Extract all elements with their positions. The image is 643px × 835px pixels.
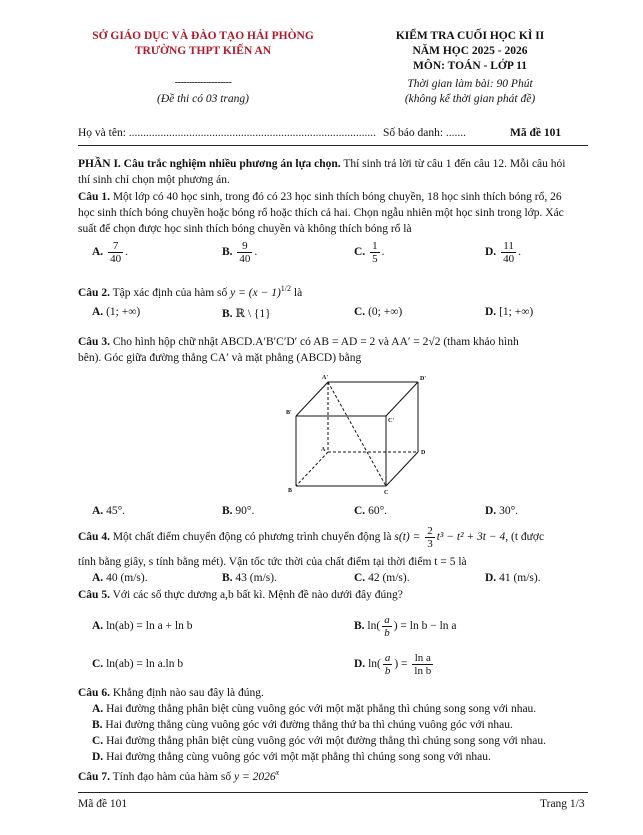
q6-option-c[interactable]: C. Hai đường thẳng phân biệt cùng vuông góc với một đường thẳng thì chúng song song với nhau. <box>92 735 546 747</box>
q5-option-b[interactable]: B. ln( $\frac{a}{b}$ ) = ln b − ln a <box>354 613 457 639</box>
q1-text-2: học sinh thích bóng chuyền hoặc bóng rổ hoặc thích cả hai. Chọn ngẫu nhiên một học sinh trong lớp. Xác <box>78 207 564 219</box>
q6-option-d[interactable]: D. Hai đường thẳng cùng vuông góc với một mặt phẳng thì chúng song song với nhau. <box>92 751 491 763</box>
q2-function: y = (x − 1) <box>230 286 281 299</box>
q1-option-c[interactable]: C. $\frac{1}{5}$ . <box>354 240 385 265</box>
footer-page-number: Trang 1/3 <box>540 798 585 810</box>
q5-option-a[interactable]: A. ln(ab) = ln a + ln b <box>92 620 193 632</box>
q5-option-c[interactable]: C. ln(ab) = ln a.ln b <box>92 658 184 670</box>
label-a1: A' <box>322 375 328 381</box>
q4-option-a[interactable]: A. 40 (m/s). <box>92 572 148 584</box>
label-c: C <box>384 490 389 496</box>
exam-duration: Thời gian làm bài: 90 Phút <box>407 78 533 90</box>
q4-option-c[interactable]: C. 42 (m/s). <box>354 572 410 584</box>
q4-option-d[interactable]: D. 41 (m/s). <box>485 572 541 584</box>
exam-code: Mã đề 101 <box>510 127 562 139</box>
department-name: SỞ GIÁO DỤC VÀ ĐÀO TẠO HẢI PHÒNG <box>92 30 314 42</box>
q2-option-a[interactable]: A. (1; +∞) <box>92 306 141 318</box>
question-2: Câu 2. Tập xác định của hàm số $y = (x - 1)^{1/2}$ là <box>78 284 303 299</box>
part1-instruction-2: thí sinh chỉ chọn một phương án. <box>78 174 230 186</box>
page-count: (Đề thi có 03 trang) <box>157 93 249 105</box>
footer-exam-code: Mã đề 101 <box>78 798 128 810</box>
q1-option-b[interactable]: B. $\frac{9}{40}$ . <box>222 240 258 265</box>
q2-option-b[interactable]: B. ℝ \ {1} <box>222 308 271 320</box>
question-4: Câu 4. Một chất điểm chuyển động có phương trình chuyển động là s(t) = $\frac{2}{3}$ t³ − t² + 3t − 4, (t được <box>78 524 545 550</box>
q3-option-a[interactable]: A. 45°. <box>92 505 126 517</box>
q3-option-d[interactable]: D. 30°. <box>485 505 519 517</box>
q4-text-2: tính bằng giây, s tính bằng mét). Vận tốc tức thời của chất điểm tại thời điểm t = 5 là <box>78 556 467 568</box>
question-7: Câu 7. Tính đạo hàm của hàm số $y = 2026^x$ <box>78 768 280 783</box>
q1-label: Câu 1. <box>78 191 110 203</box>
label-d1: D' <box>420 376 426 382</box>
q1-option-d[interactable]: D. $\frac{11}{40}$ . <box>485 240 521 265</box>
header-divider <box>78 145 588 146</box>
part1-instruction: Thí sinh trả lời từ câu 1 đến câu 12. Mỗi câu hỏi <box>340 158 566 170</box>
question-1 <box>78 189 588 237</box>
q4-option-b[interactable]: B. 43 (m/s). <box>222 572 277 584</box>
separator-dashes: -------------------- <box>174 77 232 88</box>
footer-divider <box>78 792 588 793</box>
q7-function: y = 2026 <box>233 770 276 783</box>
q2-option-d[interactable]: D. [1; +∞) <box>485 306 534 318</box>
student-id-field: Số báo danh: ....... <box>383 127 467 139</box>
question-3: Câu 3. Cho hình hộp chữ nhật ABCD.A′B′C′D′ có AB = AD = 2 và AA′ = 2√2 (tham khảo hình bên). Góc giữa đường thẳng CA′ và mặt phẳng (ABCD) bằng <box>78 336 519 364</box>
student-name-field: Họ và tên: ...................................................................................... <box>78 127 377 139</box>
school-name: TRƯỜNG THPT KIẾN AN <box>134 45 272 57</box>
question-5: Câu 5. Với các số thực dương a,b bất kì. Mệnh đề nào dưới đây đúng? <box>78 589 403 601</box>
school-year: NĂM HỌC 2025 - 2026 <box>412 45 528 57</box>
exam-title: KIỂM TRA CUỐI HỌC KÌ II <box>395 30 545 42</box>
question-6: Câu 6. Khẳng định nào sau đây là đúng. <box>78 687 264 699</box>
part1-title: PHẦN I. Câu trắc nghiệm nhiều phương án lựa chọn. <box>78 158 341 170</box>
label-a: A <box>321 447 326 453</box>
q2-option-c[interactable]: C. (0; +∞) <box>354 306 403 318</box>
q1-text: Một lớp có 40 học sinh, trong đó có 23 học sinh thích bóng chuyền, 18 học sinh thích bóng rổ, 26 <box>109 191 562 203</box>
exam-duration-note: (không kể thời gian phát đề) <box>404 93 536 105</box>
label-c1: C' <box>388 418 394 424</box>
cuboid-figure <box>280 370 440 500</box>
q6-option-b[interactable]: B. Hai đường thẳng cùng vuông góc với đường thẳng thứ ba thì chúng vuông góc với nhau. <box>92 719 513 731</box>
q5-option-d[interactable]: D. ln( $\frac{a}{b}$ ) = $\frac{\text{ln a}}{\text{ln b}}$ <box>354 651 432 677</box>
q3-option-b[interactable]: B. 90°. <box>222 505 255 517</box>
part1-intro <box>78 156 588 188</box>
q3-option-c[interactable]: C. 60°. <box>354 505 388 517</box>
subject: MÔN: TOÁN - LỚP 11 <box>413 60 527 72</box>
q1-text-3: suất để chọn được học sinh thích bóng chuyền và không thích bóng rổ là <box>78 223 412 235</box>
q6-option-a[interactable]: A. Hai đường thẳng phân biệt cùng vuông góc với một mặt phẳng thì chúng song song với nhau. <box>92 703 537 715</box>
label-b: B <box>288 488 293 494</box>
label-b1: B' <box>286 410 292 416</box>
label-d: D <box>421 450 426 456</box>
q1-option-a[interactable]: A. $\frac{7}{40}$ . <box>92 240 128 265</box>
